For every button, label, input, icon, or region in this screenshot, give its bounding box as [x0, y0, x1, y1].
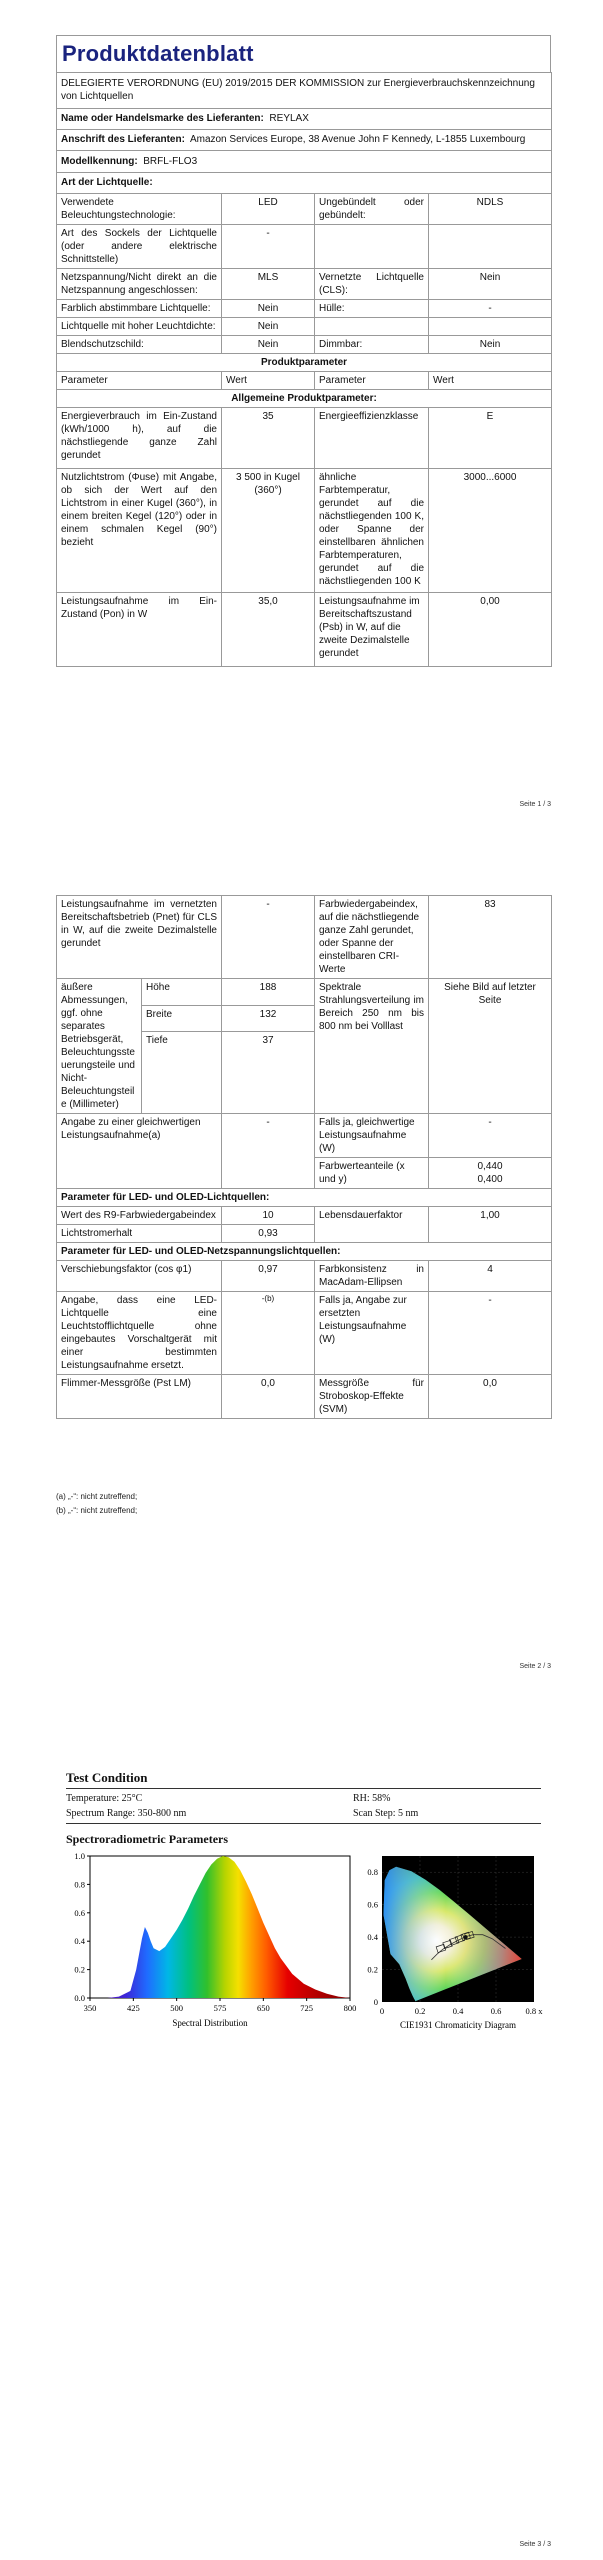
table-row [57, 1207, 552, 1225]
row-label-right [315, 225, 429, 269]
y-tick-label: 0.2 [74, 1964, 85, 1975]
row-label-right: Hülle: [315, 300, 429, 318]
param-value: - [222, 896, 315, 979]
temperature: Temperature: 25°C [66, 1793, 143, 1804]
row-label: Art des Sockels der Lichtquelle (oder andere elektrische Schnittstelle) [57, 225, 222, 269]
param-label-right: Leistungsaufnahme im Bereitschaftszustand (Psb) in W, auf die zweite Dezimalstelle gerundet [315, 593, 429, 667]
chroma-x: 0,440 [477, 1161, 503, 1172]
supplier-value: REYLAX [269, 113, 309, 124]
row-value: Nein [222, 318, 315, 336]
param-label-right: Energieeffizienzklasse [315, 408, 429, 469]
x-tick-label: 725 [300, 2003, 314, 2013]
table-row [57, 300, 552, 318]
table-row [57, 194, 552, 225]
page-1 [0, 0, 603, 820]
param-value: 3 500 in Kugel (360°) [222, 469, 315, 593]
column-header-row [57, 372, 552, 390]
row-value: MLS [222, 269, 315, 300]
title-box [56, 35, 551, 72]
col-param: Parameter [315, 372, 429, 390]
life-label: Lebensdauerfaktor [315, 1207, 429, 1243]
replace-right-label: Falls ja, Angabe zur ersetzten Leistungsaufnahme (W) [315, 1292, 429, 1375]
test-condition-title: Test Condition [66, 1770, 148, 1785]
supplier-row [57, 109, 552, 130]
row-label: Lichtquelle mit hoher Leuchtdichte: [57, 318, 222, 336]
model-value: BRFL-FLO3 [143, 156, 198, 167]
table-row [57, 469, 552, 593]
spectral-xlabel: Spectral Distribution [172, 2018, 248, 2028]
divider [66, 1823, 541, 1824]
supplier-label: Name oder Handelsmarke des Lieferanten: [61, 113, 264, 124]
row-value-right: Nein [429, 336, 552, 354]
table-row [57, 225, 552, 269]
spectral-area [90, 1856, 350, 1998]
cie-measured-point [464, 1935, 468, 1939]
row-label-right: Dimmbar: [315, 336, 429, 354]
cie-y-tick-label: 0 [373, 1997, 378, 2007]
param-value: 35,0 [222, 593, 315, 667]
x-tick-label: 500 [170, 2003, 184, 2013]
cie-x-tick-label: 0.4 [452, 2006, 464, 2016]
shift-value: 0,97 [222, 1261, 315, 1292]
row-value-right [429, 318, 552, 336]
equiv-right-value: - [429, 1114, 552, 1158]
type-header: Art der Lichtquelle: [57, 173, 552, 194]
supplier-table [56, 72, 552, 667]
flicker-value: 0,0 [222, 1375, 315, 1419]
param-label: Leistungsaufnahme im Ein-Zustand (Pon) in W [57, 593, 222, 667]
equiv-label-text: Angabe zu einer gleichwertigen Leistungsaufnahme(a) [61, 1117, 201, 1141]
row-value: Nein [222, 336, 315, 354]
cie-x-tick-label: 0.6 [490, 2006, 502, 2016]
chroma-label: Farbwerteanteile (x und y) [315, 1158, 429, 1189]
table-row [57, 336, 552, 354]
spectro-title: Spectroradiometric Parameters [66, 1832, 229, 1846]
col-value: Wert [222, 372, 315, 390]
document-title: Produktdatenblatt [62, 41, 254, 66]
scan-step: Scan Step: 5 nm [353, 1808, 419, 1819]
spectral-label: Spektrale Strahlungsverteilung im Bereich 250 nm bis 800 nm bei Volllast [315, 979, 429, 1114]
col-value: Wert [429, 372, 552, 390]
humidity: RH: 58% [353, 1793, 391, 1804]
replace-label: Angabe, dass eine LED-Lichtquelle eine Leuchtstofflichtquelle ohne eingebautes Vorschaltgerät mit einer bestimmten Leistungsaufnahme ersetzt. [57, 1292, 222, 1375]
params-table-2 [56, 895, 552, 1419]
spectral-chart-svg [60, 1848, 360, 2030]
model-label: Modellkennung: [61, 156, 138, 167]
model-row [57, 151, 552, 173]
mains-header: Parameter für LED- und OLED-Netzspannungslichtquellen: [57, 1243, 552, 1261]
maint-value: 0,93 [222, 1225, 315, 1243]
table-row [57, 1292, 552, 1375]
x-tick-label: 800 [343, 2003, 357, 2013]
table-row [57, 408, 552, 469]
equiv-value: - [222, 1114, 315, 1189]
chroma-values [429, 1158, 552, 1189]
spectrum-range: Spectrum Range: 350-800 nm [66, 1808, 187, 1819]
replace-value: -(b) [222, 1292, 315, 1375]
dims-label: äußere Abmessungen, ggf. ohne separates Betriebsgerät, Beleuchtungssteuerungsteile und Nicht-Beleuchtungsteile (Millimeter) [57, 979, 142, 1114]
strobo-label: Messgröße für Stroboskop-Effekte (SVM) [315, 1375, 429, 1419]
footnote-b: (b) „-“: nicht zutreffend; [56, 1506, 138, 1515]
row-label-right [315, 318, 429, 336]
led-header: Parameter für LED- und OLED-Lichtquellen: [57, 1189, 552, 1207]
address-label: Anschrift des Lieferanten: [61, 134, 185, 145]
shift-label: Verschiebungsfaktor (cos φ1) [57, 1261, 222, 1292]
dims-row [57, 979, 552, 1006]
replace-right-value: - [429, 1292, 552, 1375]
param-value-right: 0,00 [429, 593, 552, 667]
page-3 [0, 1740, 603, 2560]
page-number: Seite 3 / 3 [519, 2541, 551, 2548]
param-label: Leistungsaufnahme im vernetzten Bereitschaftsbetrieb (Pnet) für CLS in W, auf die zweite Dezimalstelle gerundet [57, 896, 222, 979]
cie-y-tick-label: 0.2 [367, 1964, 378, 1975]
page-number: Seite 1 / 3 [519, 801, 551, 808]
page-number: Seite 2 / 3 [519, 1663, 551, 1670]
table-row [57, 896, 552, 979]
cie-y-tick-label: 0.8 [367, 1867, 378, 1878]
cie-x-tick-label: 0 [379, 2006, 385, 2016]
dim-value: 132 [222, 1005, 315, 1032]
flicker-label: Flimmer-Messgröße (Pst LM) [57, 1375, 222, 1419]
general-params-header: Allgemeine Produktparameter: [57, 390, 552, 408]
row-label: Farblich abstimmbare Lichtquelle: [57, 300, 222, 318]
param-value: 35 [222, 408, 315, 469]
dim-value: 188 [222, 979, 315, 1006]
table-row [57, 1375, 552, 1419]
y-tick-label: 0.0 [74, 1993, 85, 2003]
param-label: Energieverbrauch im Ein-Zustand (kWh/1000 h), auf die nächstliegende ganze Zahl gerundet [57, 408, 222, 469]
address-row [57, 130, 552, 151]
dim-value: 37 [222, 1032, 315, 1114]
tc-row-2 [66, 1807, 541, 1821]
product-params-header: Produktparameter [57, 354, 552, 372]
row-label-right: Vernetzte Lichtquelle (CLS): [315, 269, 429, 300]
tc-row-1 [66, 1792, 541, 1806]
y-tick-label: 1.0 [74, 1851, 85, 1861]
macadam-value: 4 [429, 1261, 552, 1292]
table-row [57, 1261, 552, 1292]
table-row [57, 593, 552, 667]
row-value-right: NDLS [429, 194, 552, 225]
cie-y-tick-label: 0.4 [367, 1932, 378, 1943]
cie-caption: CIE1931 Chromaticity Diagram [400, 2020, 516, 2030]
row-label-right: Ungebündelt oder gebündelt: [315, 194, 429, 225]
footnote-a: (a) „-“: nicht zutreffend; [56, 1492, 138, 1501]
row-value: Nein [222, 300, 315, 318]
cie-x-tick-label: 0.2 [414, 2006, 426, 2016]
col-param: Parameter [57, 372, 222, 390]
x-tick-label: 650 [256, 2003, 270, 2013]
param-label-right: Farbwiedergabeindex, auf die nächstliegende ganze Zahl gerundet, oder Spanne der einstellbaren CRI-Werte [315, 896, 429, 979]
equiv-right-label: Falls ja, gleichwertige Leistungsaufnahme (W) [315, 1114, 429, 1158]
divider [66, 1788, 541, 1789]
cie-y-tick-label: 0.6 [367, 1899, 378, 1910]
table-row [57, 318, 552, 336]
chroma-y: 0,400 [477, 1174, 503, 1185]
maint-label: Lichtstromerhalt [57, 1225, 222, 1243]
param-label-right: ähnliche Farbtemperatur, gerundet auf die nächstliegenden 100 K, oder Spanne der einstellbaren ähnlichen Farbtemperaturen, gerundet auf die nächstliegenden 100 K [315, 469, 429, 593]
strobo-value: 0,0 [429, 1375, 552, 1419]
row-value-right [429, 225, 552, 269]
page-2 [0, 880, 603, 1680]
param-value-right: 3000...6000 [429, 469, 552, 593]
r9-value: 10 [222, 1207, 315, 1225]
row-value-right: Nein [429, 269, 552, 300]
spectral-value: Siehe Bild auf letzter Seite [429, 979, 552, 1114]
row-label: Verwendete Beleuchtungstechnologie: [57, 194, 222, 225]
address-value: Amazon Services Europe, 38 Avenue John F Kennedy, L-1855 Luxembourg [189, 134, 526, 145]
dim-key: Höhe [142, 979, 222, 1006]
equiv-label [57, 1114, 222, 1189]
cie-chart-svg [352, 1848, 562, 2030]
spectral-chart [60, 1848, 360, 2030]
param-value-right: 83 [429, 896, 552, 979]
y-tick-label: 0.4 [74, 1936, 85, 1947]
row-value: - [222, 225, 315, 269]
dim-key: Tiefe [142, 1032, 222, 1114]
x-tick-label: 575 [213, 2003, 227, 2013]
macadam-label: Farbkonsistenz in MacAdam-Ellipsen [315, 1261, 429, 1292]
row-label: Netzspannung/Nicht direkt an die Netzspannung angeschlossen: [57, 269, 222, 300]
row-value-right: - [429, 300, 552, 318]
r9-label: Wert des R9-Farbwiedergabeindex [57, 1207, 222, 1225]
cie-x-tick-label: 0.8 x [525, 2006, 543, 2016]
cie-chart [352, 1848, 562, 2030]
param-value-right: E [429, 408, 552, 469]
life-value: 1,00 [429, 1207, 552, 1243]
row-value: LED [222, 194, 315, 225]
x-tick-label: 350 [83, 2003, 97, 2013]
table-row [57, 269, 552, 300]
regulation-text: DELEGIERTE VERORDNUNG (EU) 2019/2015 DER KOMMISSION zur Energieverbrauchskennzeichnung von Lichtquellen [57, 73, 552, 109]
row-label: Blendschutzschild: [57, 336, 222, 354]
y-tick-label: 0.6 [74, 1907, 85, 1918]
y-tick-label: 0.8 [74, 1879, 85, 1890]
param-label: Nutzlichtstrom (Φuse) mit Angabe, ob sich der Wert auf den Lichtstrom in einer Kugel (360°), in einem breiten Kegel (120°) oder in einem schmalen Kegel (90°) bezieht [57, 469, 222, 593]
table-row [57, 1114, 552, 1158]
dim-key: Breite [142, 1005, 222, 1032]
x-tick-label: 425 [126, 2003, 140, 2013]
